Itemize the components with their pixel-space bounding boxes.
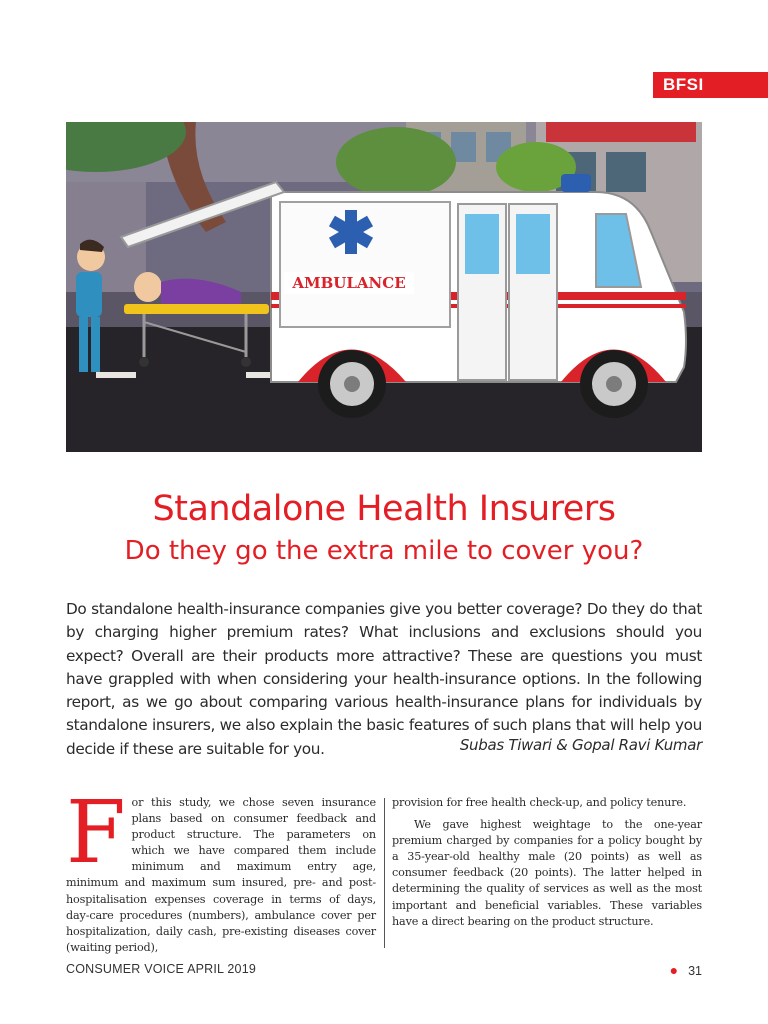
footer-page [670,962,702,978]
column-divider [384,798,385,948]
article-subtitle: Do they go the extra mile to cover you? [124,536,644,566]
body-column-left [66,783,376,962]
drop-cap: F [66,783,126,883]
intro-paragraph: Do standalone health-insurance companies give you better coverage? Do they do that by charging higher premium rates? What inclusions and exclusions should you expect? Overall are their products more attractive? These are questions you must have grappled with when considering your health-insurance options. In the following report, as we go about comparing various health-insurance plans for individuals by standalone insurers, we also explain the basic features of such plans that will help you decide if these are suitable for you. [66,600,702,758]
body-paragraph: We gave highest weightage to the one-year premium charged by companies for a policy bought by a 35-year-old healthy male (20 points) as well as consumer feedback (20 points). The latter helped in determining the quality of services as well as the most important and beneficial variables. These variables have a direct bearing on the product structure. [392,818,702,928]
body-paragraph: provision for free health check-up, and policy tenure. [392,796,687,809]
ambulance-scene [66,122,702,452]
ambulance-label: AMBULANCE [292,274,406,292]
bullet-icon: ● [669,962,679,978]
page-number: 31 [688,964,702,978]
article-title: Standalone Health Insurers [152,489,616,529]
ambulance-illustration [66,122,702,452]
body-paragraph: or this study, we chose seven insurance plans based on consumer feedback and product structure. The parameters on which we have compared them include minimum and maximum entry age, minimum and maximum sum insured, pre- and post-hospitalisation expenses coverage in terms of days, day-care procedures (numbers), ambulance cover per hospitalization, daily cash, pre-existing diseases cover (waiting period), [66,796,376,954]
byline: Subas Tiwari & Gopal Ravi Kumar [459,736,702,754]
body-column-right [392,795,702,936]
section-tab: BFSI [653,72,768,98]
footer-publication: CONSUMER VOICE APRIL 2019 [66,962,257,976]
